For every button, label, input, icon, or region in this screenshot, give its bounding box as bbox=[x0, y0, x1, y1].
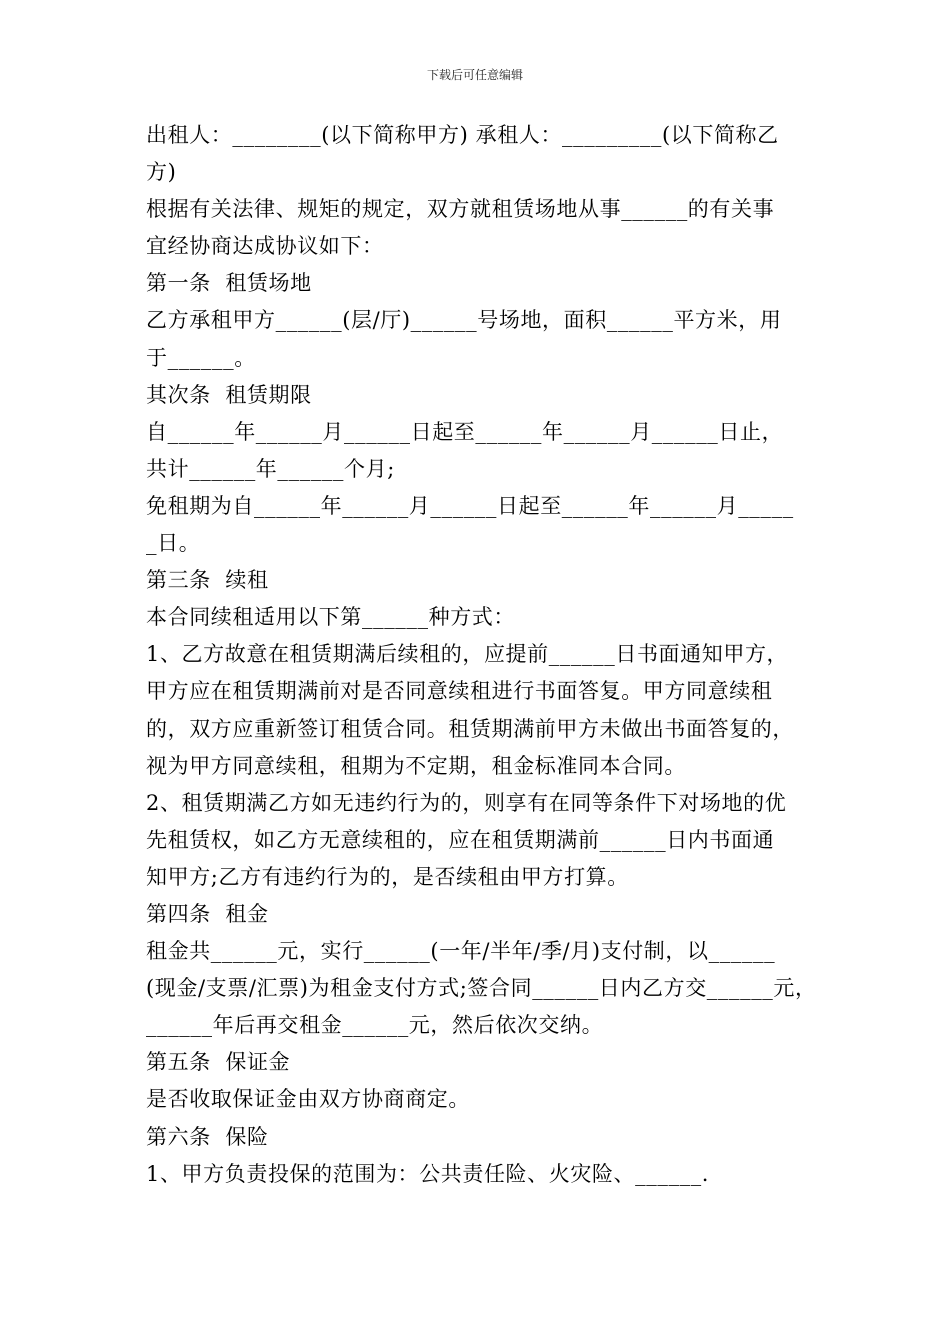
text-line: 1、乙方故意在租赁期满后续租的，应提前______日书面通知甲方， bbox=[146, 642, 789, 667]
text-line: (现金/支票/汇票)为租金支付方式;签合同______日内乙方交______元， bbox=[146, 976, 817, 1001]
text-line: 2、租赁期满乙方如无违约行为的，则享有在同等条件下对场地的优 bbox=[146, 790, 787, 815]
text-line: 视为甲方同意续租，租期为不定期，租金标准同本合同。 bbox=[146, 753, 686, 778]
text-line: 自______年______月______日起至______年______月______日止， bbox=[146, 419, 784, 444]
text-line: 的，双方应重新签订租赁合同。租赁期满前甲方未做出书面答复的， bbox=[146, 716, 794, 741]
text-line: 根据有关法律、规矩的规定，双方就租赁场地从事______的有关事 bbox=[146, 197, 775, 222]
section-heading: 其次条 租赁期限 bbox=[146, 382, 312, 407]
section-heading: 第一条 租赁场地 bbox=[146, 271, 312, 296]
text-line: 知甲方;乙方有违约行为的，是否续租由甲方打算。 bbox=[146, 864, 629, 889]
section-heading: 第四条 租金 bbox=[146, 901, 269, 926]
text-line: 出租人：________(以下简称甲方) 承租人：_________(以下简称乙 bbox=[146, 123, 779, 147]
text-line: 于______。 bbox=[146, 345, 256, 370]
text-line: 本合同续租适用以下第______种方式： bbox=[146, 605, 515, 630]
text-line: 1、甲方负责投保的范围为：公共责任险、火灾险、______. bbox=[146, 1161, 710, 1186]
text-line: 甲方应在租赁期满前对是否同意续租进行书面答复。甲方同意续租 bbox=[146, 679, 773, 704]
text-line: 乙方承租甲方______(层/厅)______号场地，面积______平方米，用 bbox=[146, 308, 782, 333]
section-heading: 第六条 保险 bbox=[146, 1124, 269, 1149]
text-line: 共计______年______个月; bbox=[146, 456, 395, 481]
section-heading: 第三条 续租 bbox=[146, 568, 269, 593]
text-line: ______年后再交租金______元，然后依次交纳。 bbox=[146, 1013, 604, 1038]
section-heading: 第五条 保证金 bbox=[146, 1050, 291, 1075]
text-line: _日。 bbox=[146, 531, 201, 556]
document-body bbox=[146, 117, 816, 1193]
text-line: 先租赁权，如乙方无意续租的，应在租赁期满前______日内书面通 bbox=[146, 827, 775, 852]
text-line: 租金共______元，实行______(一年/半年/季/月)支付制，以______ bbox=[146, 939, 776, 964]
text-line: 宜经协商达成协议如下： bbox=[146, 234, 384, 259]
text-line: 是否收取保证金由双方协商商定。 bbox=[146, 1087, 470, 1112]
header-note: 下载后可任意编辑 bbox=[426, 68, 523, 82]
text-line: 免租期为自______年______月______日起至______年______月_____ bbox=[146, 493, 794, 518]
text-line: 方) bbox=[146, 160, 177, 185]
